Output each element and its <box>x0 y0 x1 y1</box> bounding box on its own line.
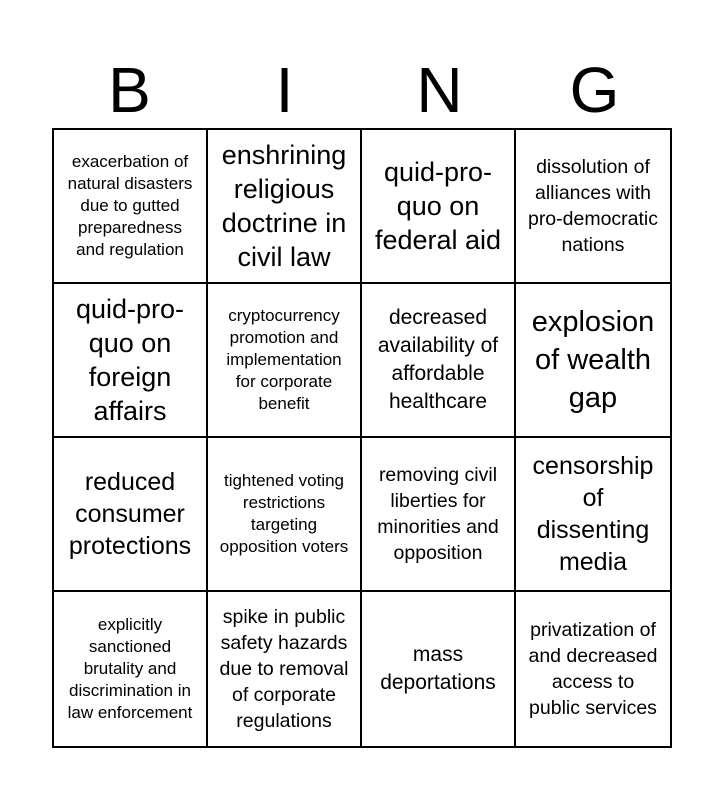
bingo-header <box>52 52 672 128</box>
bingo-cell-text: quid-pro-quo on foreign affairs <box>75 294 185 426</box>
bingo-cell-text: privatization of and decreased access to public services <box>528 619 658 719</box>
header-letter-g: G <box>569 54 620 126</box>
bingo-cell-text: tightened voting restrictions targeting opposition voters <box>219 471 349 556</box>
header-letter-b: B <box>108 54 151 126</box>
bingo-cell[interactable] <box>208 284 362 438</box>
bingo-cell[interactable] <box>208 130 362 284</box>
bingo-cell-text: exacerbation of natural disasters due to gutted preparedness and regulation <box>67 152 193 259</box>
bingo-cell[interactable] <box>362 592 516 746</box>
bingo-cell-text: spike in public safety hazards due to removal of corporate regulations <box>219 606 349 732</box>
header-letter-i: I <box>275 54 294 126</box>
bingo-cell[interactable] <box>516 592 670 746</box>
bingo-cell[interactable] <box>54 284 208 438</box>
bingo-cell[interactable] <box>362 438 516 592</box>
bingo-cell[interactable] <box>516 130 670 284</box>
bingo-cell[interactable] <box>208 592 362 746</box>
bingo-cell-text: enshrining religious doctrine in civil law <box>221 140 347 272</box>
bingo-cell[interactable] <box>54 592 208 746</box>
bingo-grid <box>52 128 672 748</box>
bingo-cell[interactable] <box>362 284 516 438</box>
bingo-cell[interactable] <box>516 284 670 438</box>
bingo-cell-text: explicitly sanctioned brutality and discrimination in law enforcement <box>67 615 193 722</box>
bingo-cell-text: mass deportations <box>380 643 496 694</box>
bingo-cell[interactable] <box>208 438 362 592</box>
bingo-cell-text: decreased availability of affordable healthcare <box>377 306 499 413</box>
bingo-cell-text: censorship of dissenting media <box>532 452 654 576</box>
bingo-cell-text: quid-pro-quo on federal aid <box>374 157 502 255</box>
bingo-cell[interactable] <box>516 438 670 592</box>
bingo-cell-text: dissolution of alliances with pro-democratic nations <box>527 156 659 256</box>
bingo-cell-text: removing civil liberties for minorities and opposition <box>377 464 499 564</box>
bingo-cell-text: cryptocurrency promotion and implementation for corporate benefit <box>226 306 342 413</box>
bingo-cell-text: explosion of wealth gap <box>531 306 655 414</box>
bingo-cell[interactable] <box>362 130 516 284</box>
bingo-cell-text: reduced consumer protections <box>68 468 192 560</box>
header-letter-n: N <box>416 54 463 126</box>
bingo-cell[interactable] <box>54 438 208 592</box>
bingo-cell[interactable] <box>54 130 208 284</box>
